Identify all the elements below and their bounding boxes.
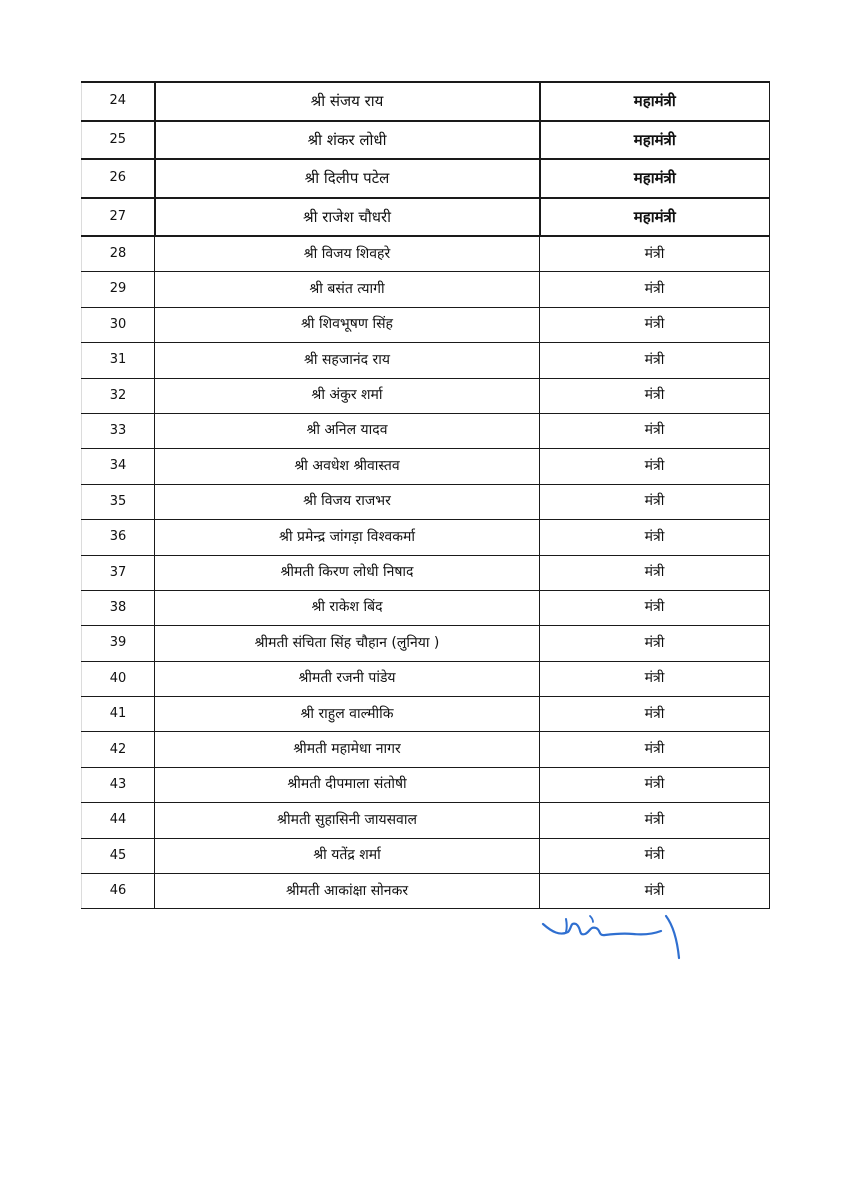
table-row (82, 555, 770, 590)
table-row (82, 413, 770, 448)
member-name-cell: श्री बसंत त्यागी (155, 272, 540, 307)
designation-cell: मंत्री (540, 626, 770, 661)
designation-cell: मंत्री (540, 732, 770, 767)
table-row (82, 484, 770, 519)
designation-cell: मंत्री (540, 803, 770, 838)
designation-cell: मंत्री (540, 484, 770, 519)
table-row (82, 378, 770, 413)
member-name-cell: श्री शिवभूषण सिंह (155, 307, 540, 342)
table-body (82, 82, 770, 909)
serial-number-cell: 25 (82, 121, 155, 160)
serial-number-cell: 31 (82, 343, 155, 378)
serial-number-cell: 35 (82, 484, 155, 519)
table-row (82, 697, 770, 732)
member-name-cell: श्री संजय राय (155, 82, 540, 121)
member-name-cell: श्रीमती संचिता सिंह चौहान (लुनिया ) (155, 626, 540, 661)
serial-number-cell: 30 (82, 307, 155, 342)
designation-cell: मंत्री (540, 236, 770, 272)
table-row (82, 82, 770, 121)
designation-cell: महामंत्री (540, 159, 770, 198)
member-name-cell: श्रीमती किरण लोधी निषाद (155, 555, 540, 590)
serial-number-cell: 39 (82, 626, 155, 661)
office-bearers-table (81, 81, 770, 909)
serial-number-cell: 46 (82, 874, 155, 909)
member-name-cell: श्री यतेंद्र शर्मा (155, 838, 540, 873)
table-row (82, 343, 770, 378)
serial-number-cell: 32 (82, 378, 155, 413)
serial-number-cell: 27 (82, 198, 155, 237)
serial-number-cell: 44 (82, 803, 155, 838)
table-row (82, 121, 770, 160)
table-row (82, 838, 770, 873)
serial-number-cell: 40 (82, 661, 155, 696)
member-name-cell: श्री अनिल यादव (155, 413, 540, 448)
member-name-cell: श्री अवधेश श्रीवास्तव (155, 449, 540, 484)
table-row (82, 520, 770, 555)
handwritten-signature (538, 910, 688, 970)
designation-cell: मंत्री (540, 449, 770, 484)
member-name-cell: श्री शंकर लोधी (155, 121, 540, 160)
member-name-cell: श्री राजेश चौधरी (155, 198, 540, 237)
table-row (82, 767, 770, 802)
serial-number-cell: 45 (82, 838, 155, 873)
member-name-cell: श्रीमती सुहासिनी जायसवाल (155, 803, 540, 838)
designation-cell: मंत्री (540, 520, 770, 555)
table-row (82, 590, 770, 625)
serial-number-cell: 34 (82, 449, 155, 484)
serial-number-cell: 26 (82, 159, 155, 198)
serial-number-cell: 36 (82, 520, 155, 555)
serial-number-cell: 33 (82, 413, 155, 448)
designation-cell: मंत्री (540, 838, 770, 873)
designation-cell: मंत्री (540, 343, 770, 378)
designation-cell: मंत्री (540, 378, 770, 413)
member-name-cell: श्रीमती आकांक्षा सोनकर (155, 874, 540, 909)
serial-number-cell: 38 (82, 590, 155, 625)
member-name-cell: श्री राहुल वाल्मीकि (155, 697, 540, 732)
serial-number-cell: 43 (82, 767, 155, 802)
serial-number-cell: 28 (82, 236, 155, 272)
table-row (82, 307, 770, 342)
serial-number-cell: 41 (82, 697, 155, 732)
designation-cell: महामंत्री (540, 82, 770, 121)
table-row (82, 159, 770, 198)
member-name-cell: श्रीमती रजनी पांडेय (155, 661, 540, 696)
table-row (82, 236, 770, 272)
table-row (82, 272, 770, 307)
designation-cell: मंत्री (540, 874, 770, 909)
serial-number-cell: 29 (82, 272, 155, 307)
designation-cell: मंत्री (540, 661, 770, 696)
serial-number-cell: 24 (82, 82, 155, 121)
serial-number-cell: 37 (82, 555, 155, 590)
table-row (82, 803, 770, 838)
member-name-cell: श्रीमती दीपमाला संतोषी (155, 767, 540, 802)
table-row (82, 449, 770, 484)
designation-cell: मंत्री (540, 767, 770, 802)
designation-cell: महामंत्री (540, 198, 770, 237)
member-name-cell: श्री विजय राजभर (155, 484, 540, 519)
designation-cell: मंत्री (540, 697, 770, 732)
member-name-cell: श्री राकेश बिंद (155, 590, 540, 625)
designation-cell: मंत्री (540, 307, 770, 342)
table-row (82, 874, 770, 909)
member-name-cell: श्री विजय शिवहरे (155, 236, 540, 272)
designation-cell: महामंत्री (540, 121, 770, 160)
member-name-cell: श्री दिलीप पटेल (155, 159, 540, 198)
designation-cell: मंत्री (540, 413, 770, 448)
table-row (82, 661, 770, 696)
table-row (82, 732, 770, 767)
member-name-cell: श्री अंकुर शर्मा (155, 378, 540, 413)
designation-cell: मंत्री (540, 590, 770, 625)
serial-number-cell: 42 (82, 732, 155, 767)
member-name-cell: श्रीमती महामेधा नागर (155, 732, 540, 767)
table-row (82, 198, 770, 237)
table-row (82, 626, 770, 661)
designation-cell: मंत्री (540, 555, 770, 590)
member-name-cell: श्री सहजानंद राय (155, 343, 540, 378)
member-name-cell: श्री प्रमेन्द्र जांगड़ा विश्वकर्मा (155, 520, 540, 555)
designation-cell: मंत्री (540, 272, 770, 307)
